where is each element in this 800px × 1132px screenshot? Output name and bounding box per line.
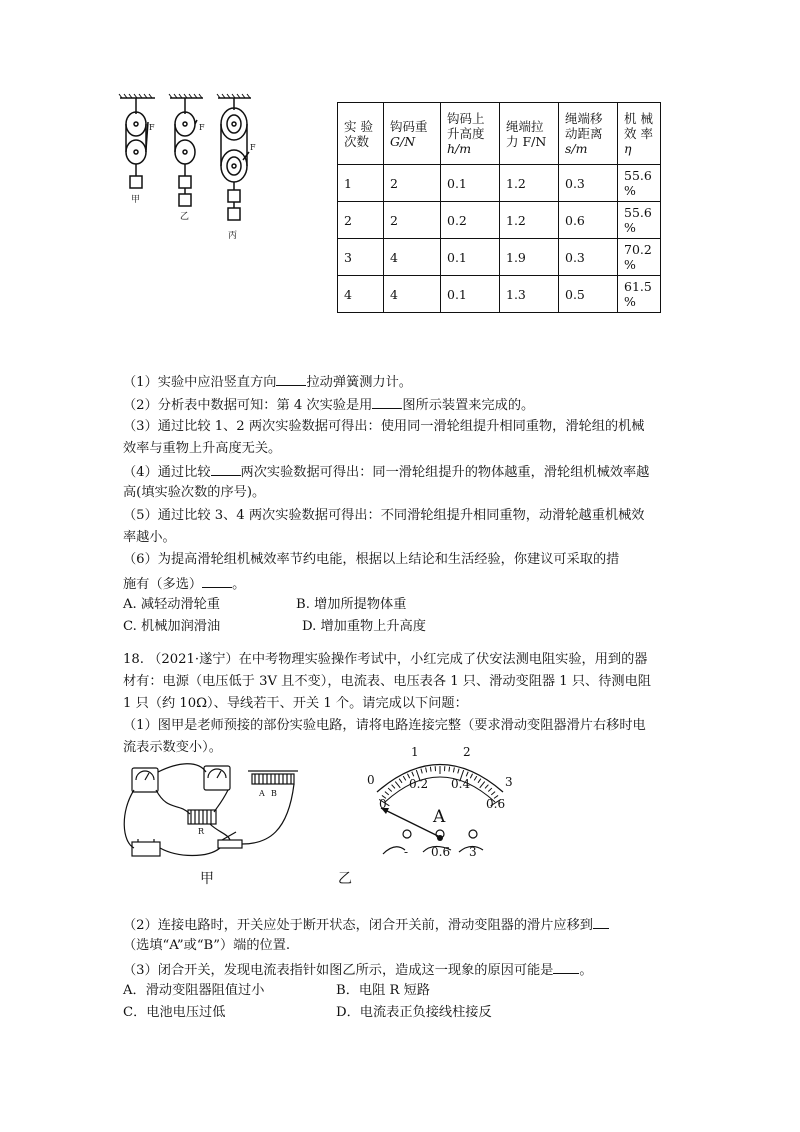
header-cell: 实 验 次数 bbox=[338, 103, 384, 165]
figure-label-jia: 甲 bbox=[200, 871, 214, 887]
experiment-table bbox=[337, 102, 661, 313]
table-cell: 55.6 % bbox=[618, 165, 661, 202]
table-cell: 1 bbox=[338, 165, 384, 202]
q18-part1-line1: （1）图甲是老师预接的部份实验电路，请将电路连接完整（要求滑动变阻器滑片右移时电 bbox=[123, 718, 646, 733]
table-cell: 4 bbox=[338, 276, 384, 313]
q18-option-b: B．电阻 R 短路 bbox=[336, 983, 430, 998]
outer-tick-0: 0 bbox=[367, 773, 375, 787]
q17-part6-line2: 施有（多选） 。 bbox=[123, 574, 245, 594]
dial-tick bbox=[385, 792, 389, 795]
dial-tick bbox=[466, 772, 468, 777]
pulley-label-bing: 丙 bbox=[228, 231, 238, 241]
q17-part6-line1: （6）为提高滑轮组机械效率节约电能，根据以上结论和生活经验，你建议可采取的措 bbox=[123, 552, 620, 567]
circuit-figure bbox=[118, 762, 308, 867]
dial-tick bbox=[430, 767, 431, 772]
rheostat-label-b: B bbox=[271, 789, 277, 798]
pulley-label-yi: 乙 bbox=[180, 212, 190, 222]
answer-blank[interactable] bbox=[211, 462, 241, 476]
answer-blank[interactable] bbox=[593, 915, 609, 929]
dial-tick bbox=[470, 774, 472, 778]
dial-tick bbox=[421, 769, 422, 774]
q18-part3: （3）闭合开关，发现电流表指针如图乙所示，造成这一现象的原因可能是 。 bbox=[123, 960, 593, 980]
dial-tick bbox=[453, 767, 454, 772]
q17-option-c: C. 机械加润滑油 bbox=[123, 619, 221, 634]
pulley-label-jia: 甲 bbox=[131, 195, 141, 205]
table-cell: 1.3 bbox=[500, 276, 559, 313]
dial-tick bbox=[488, 788, 492, 791]
dial-tick bbox=[485, 785, 488, 789]
table-row bbox=[338, 202, 661, 239]
dial-tick bbox=[388, 788, 392, 791]
q18-option-c: C．电池电压过低 bbox=[123, 1005, 226, 1020]
answer-blank[interactable] bbox=[276, 372, 306, 386]
answer-blank[interactable] bbox=[372, 395, 402, 409]
q18-part1-line2: 流表示数变小）。 bbox=[123, 740, 222, 755]
table-cell: 0.6 bbox=[559, 202, 618, 239]
q18-part2-line1: （2）连接电路时，开关应处于断开状态，闭合开关前，滑动变阻器的滑片应移到 bbox=[123, 915, 609, 935]
table-cell: 3 bbox=[338, 239, 384, 276]
answer-blank[interactable] bbox=[553, 960, 579, 974]
dial-tick bbox=[458, 769, 459, 774]
inner-tick-1: 0.2 bbox=[409, 777, 429, 791]
figure-label-yi: 乙 bbox=[338, 871, 352, 887]
q18-line1: 18. （2021·遂宁）在中考物理实验操作考试中，小红完成了伏安法测电阻实验，用到的器 bbox=[123, 652, 648, 667]
table-row bbox=[338, 165, 661, 202]
q18-line3: 1 只（约 10Ω）、导线若干、开关 1 个。请完成以下问题： bbox=[123, 696, 468, 711]
rheostat-label-a: A bbox=[259, 789, 265, 798]
dial-tick bbox=[412, 772, 414, 777]
table-cell: 0.1 bbox=[441, 276, 500, 313]
dial-tick bbox=[449, 767, 450, 772]
dial-tick bbox=[478, 779, 481, 783]
q17-part2: （2）分析表中数据可知：第 4 次实验是用 图所示装置来完成的。 bbox=[123, 395, 534, 415]
header-cell: 绳端移 动距离 s/m bbox=[559, 103, 618, 165]
table-cell: 55.6 % bbox=[618, 202, 661, 239]
q17-option-b: B. 增加所提物体重 bbox=[296, 597, 407, 612]
table-cell: 2 bbox=[338, 202, 384, 239]
q17-part3-line1: （3）通过比较 1、2 两次实验数据可得出：使用同一滑轮组提升相同重物，滑轮组的机械 bbox=[123, 419, 645, 434]
outer-tick-2: 2 bbox=[463, 745, 471, 759]
inner-tick-0: 0 bbox=[379, 797, 387, 811]
table-cell: 4 bbox=[384, 276, 441, 313]
header-cell: 绳端拉 力 F/N bbox=[500, 103, 559, 165]
table-cell: 1.9 bbox=[500, 239, 559, 276]
terminal-label-neg: - bbox=[404, 845, 409, 859]
dial-tick bbox=[399, 779, 402, 783]
table-cell: 1.2 bbox=[500, 202, 559, 239]
dial-tick bbox=[403, 776, 406, 780]
table-header-row bbox=[338, 103, 661, 165]
table-row bbox=[338, 276, 661, 313]
table-cell: 61.5 % bbox=[618, 276, 661, 313]
table-cell: 2 bbox=[384, 165, 441, 202]
table-cell: 0.1 bbox=[441, 165, 500, 202]
q18-line2: 材有：电源（电压低于 3V 且不变），电流表、电压表各 1 只、滑动变阻器 1 只、待测电阻 bbox=[123, 674, 651, 689]
terminal-label-3: 3 bbox=[469, 845, 477, 859]
table-cell: 0.3 bbox=[559, 239, 618, 276]
table-row bbox=[338, 239, 661, 276]
outer-tick-3: 3 bbox=[505, 775, 513, 789]
inner-tick-3: 0.6 bbox=[486, 797, 506, 811]
ammeter-unit: A bbox=[433, 807, 446, 827]
q17-part5-line1: （5）通过比较 3、4 两次实验数据可得出：不同滑轮组提升相同重物，动滑轮越重机械效 bbox=[123, 508, 645, 523]
q17-part4: （4）通过比较 两次实验数据可得出：同一滑轮组提升的物体越重，滑轮组机械效率越 bbox=[123, 462, 649, 482]
q17-option-a: A. 减轻动滑轮重 bbox=[123, 597, 221, 612]
header-cell: 钩码重 G/N bbox=[384, 103, 441, 165]
dial-tick bbox=[474, 776, 477, 780]
ammeter-dial bbox=[355, 742, 530, 867]
dial-tick bbox=[392, 785, 395, 789]
q18-option-a: A．滑动变阻器阻值过小 bbox=[123, 983, 265, 998]
table-cell: 2 bbox=[384, 202, 441, 239]
resistor-label: R bbox=[198, 827, 205, 836]
outer-tick-1: 1 bbox=[411, 745, 419, 759]
force-label: F bbox=[199, 123, 205, 132]
q17-option-d: D. 增加重物上升高度 bbox=[302, 619, 426, 634]
header-cell: 机 械 效 率 η bbox=[618, 103, 661, 165]
table-cell: 0.3 bbox=[559, 165, 618, 202]
answer-blank[interactable] bbox=[202, 574, 232, 588]
table-cell: 4 bbox=[384, 239, 441, 276]
table-cell: 0.1 bbox=[441, 239, 500, 276]
pulley-figure bbox=[115, 92, 255, 250]
q18-option-d: D．电流表正负接线柱接反 bbox=[336, 1005, 492, 1020]
table-cell: 70.2 % bbox=[618, 239, 661, 276]
q18-part2-line2: （选填“A”或“B”）端的位置. bbox=[123, 938, 291, 953]
force-label: F bbox=[250, 143, 256, 152]
q17-part3-line2: 效率与重物上升高度无关。 bbox=[123, 441, 282, 456]
table-cell: 0.2 bbox=[441, 202, 500, 239]
q17-part5-line2: 率越小。 bbox=[123, 530, 176, 545]
dial-tick bbox=[395, 782, 400, 788]
header-cell: 钩码上 升高度 h/m bbox=[441, 103, 500, 165]
table-cell: 0.5 bbox=[559, 276, 618, 313]
q17-part1: （1）实验中应沿竖直方向 拉动弹簧测力计。 bbox=[123, 372, 412, 392]
dial-tick bbox=[480, 782, 485, 788]
terminal-label-0.6: 0.6 bbox=[431, 845, 451, 859]
q17-part4-line2: 高(填实验次数的序号)。 bbox=[123, 485, 266, 500]
inner-tick-2: 0.4 bbox=[451, 777, 471, 791]
dial-tick bbox=[426, 767, 427, 772]
dial-tick bbox=[491, 792, 495, 795]
table-cell: 1.2 bbox=[500, 165, 559, 202]
force-label: F bbox=[149, 123, 155, 132]
